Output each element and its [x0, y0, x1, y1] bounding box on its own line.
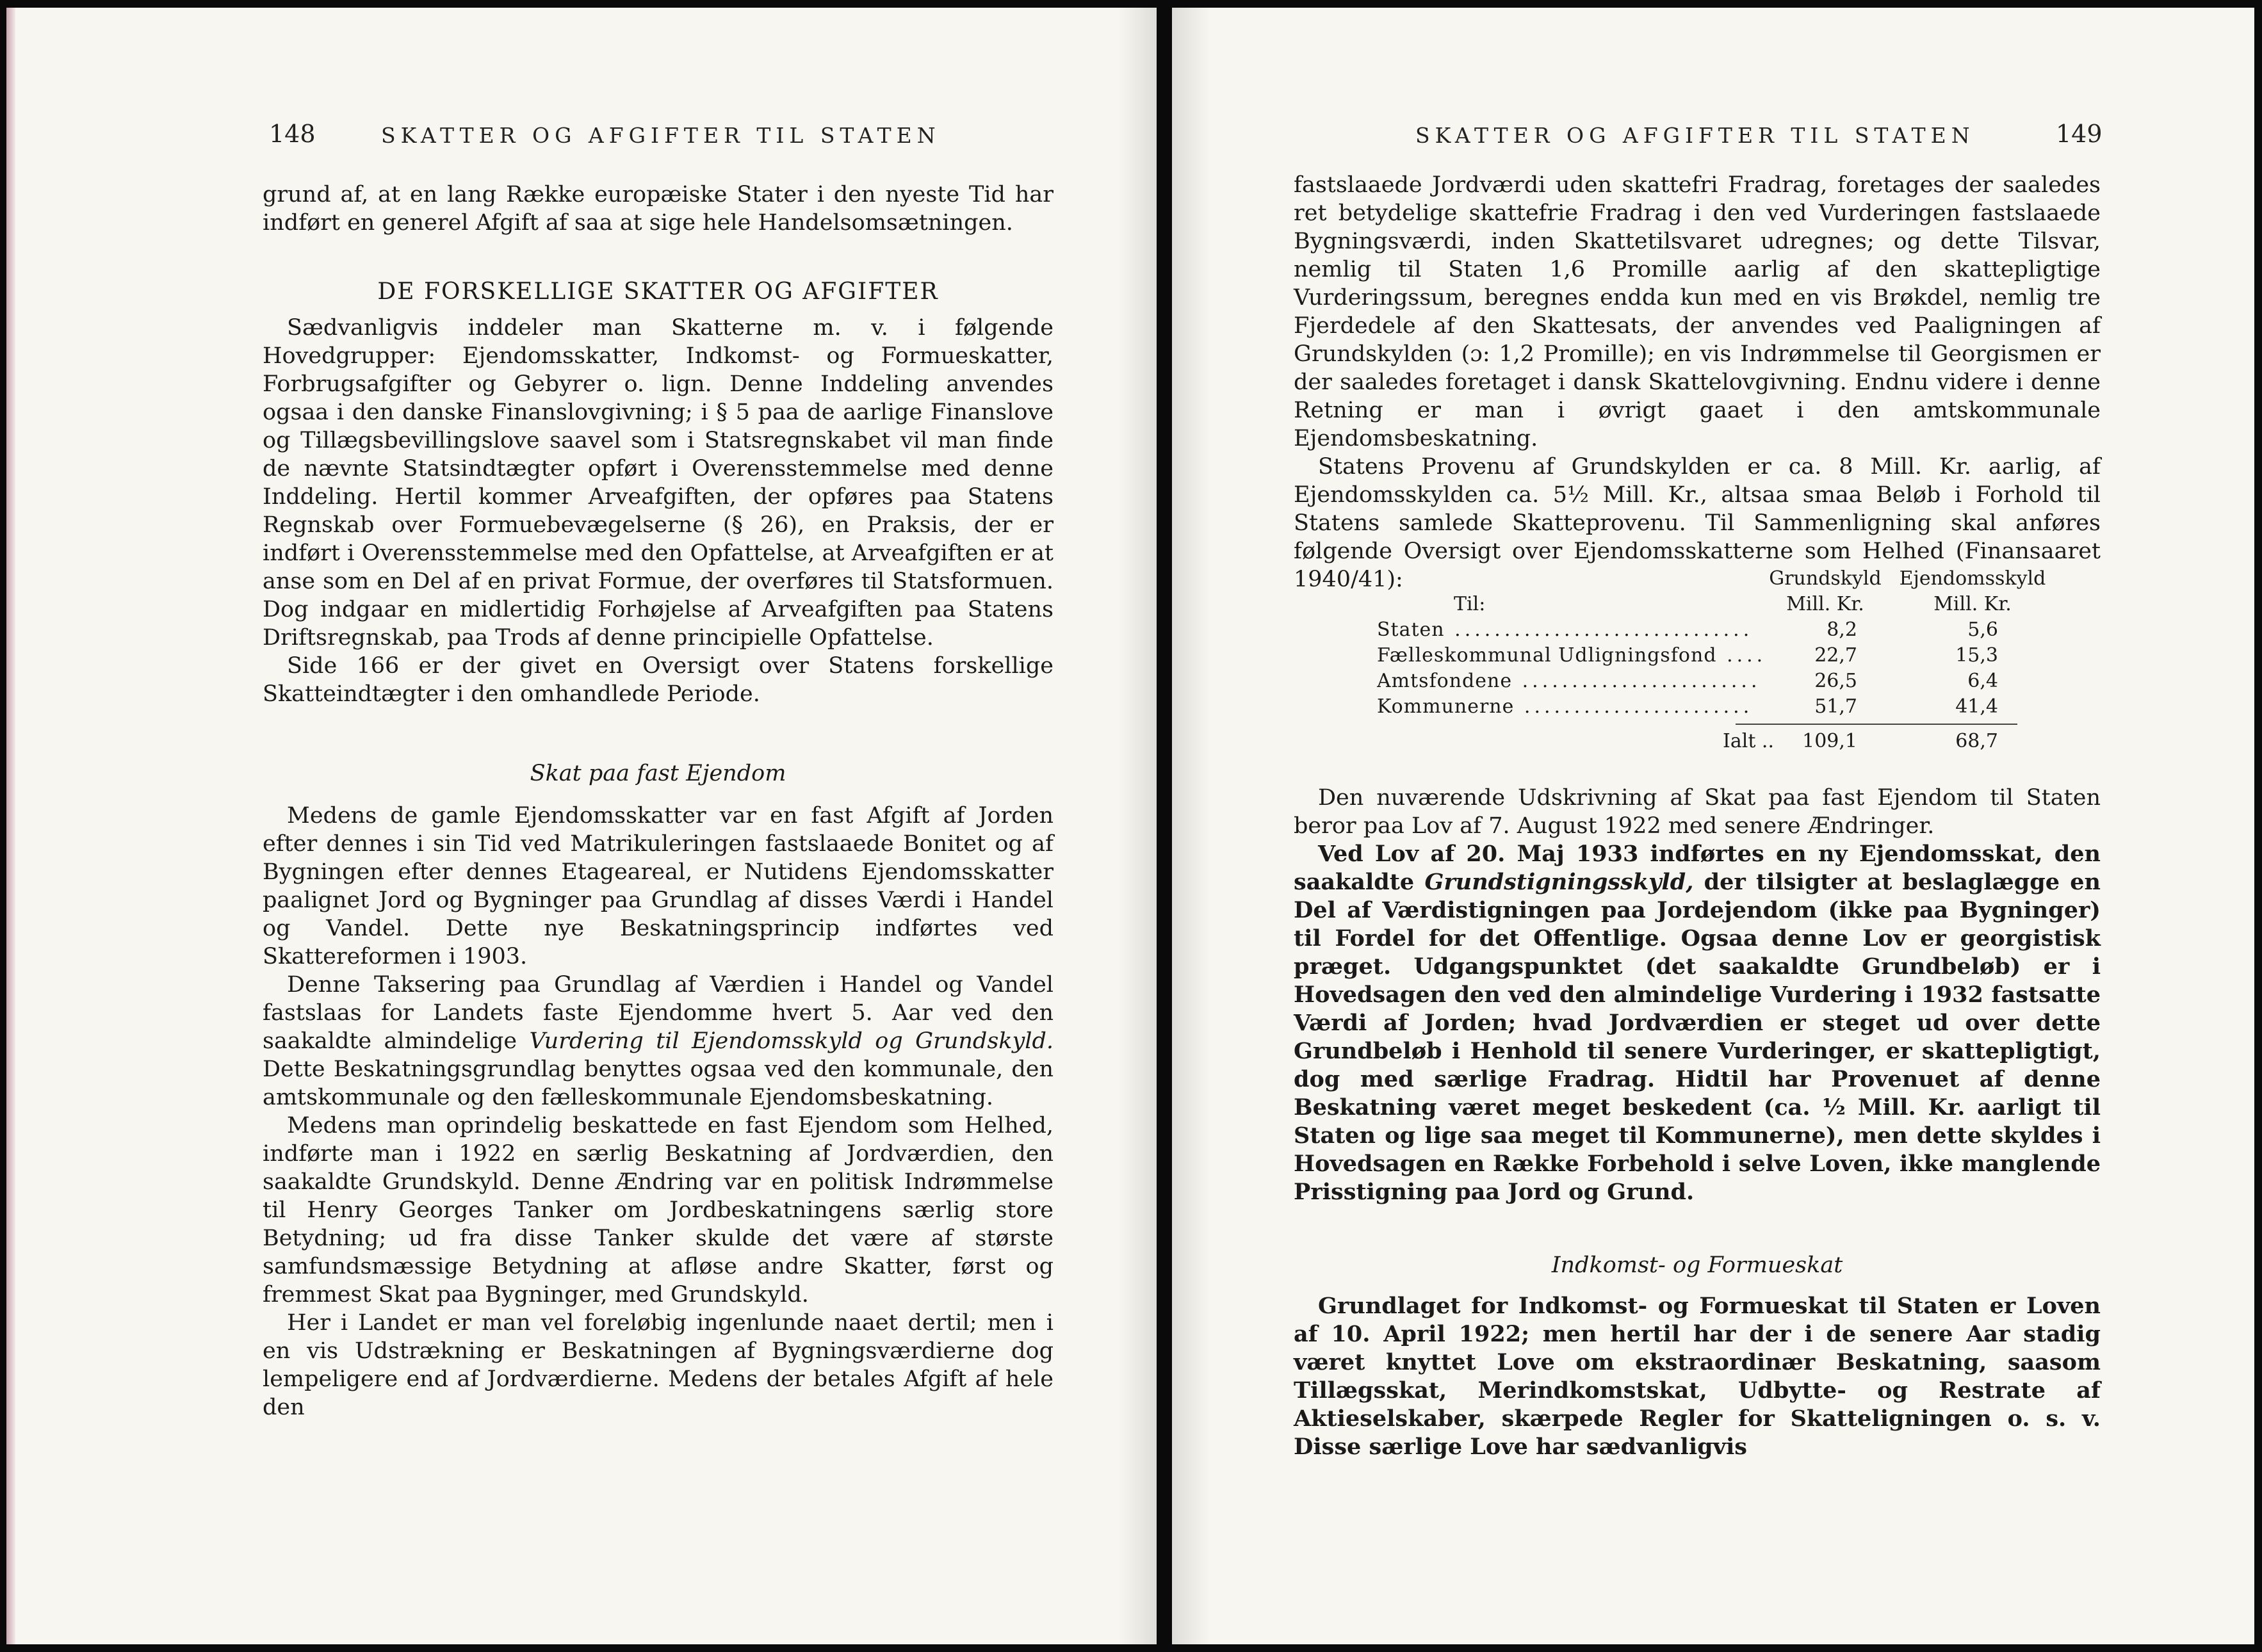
table-sum-rule [1736, 724, 2017, 725]
paragraph: Sædvanligvis inddeler man Skatterne m. v. i følgende Hovedgrupper: Ejendomsskatter, Indkomst- og Formueskatter, Forbrugsafgifter og Gebyrer o. lign. Denne Inddeling anvendes ogsaa i den danske Finanslovgivning; i § 5 paa de aarlige Finanslove og Tillægsbevillingslove saavel som i Statsregnskabet vil man finde de nævnte Statsindtægter opført i Overensstemmelse med denne Inddeling. Hertil kommer Arveafgiften, der opføres paa Statens Regnskab over Formuebevægelserne (§ 26), en Praksis, der er indført i Overensstemmelse med den Opfattelse, at Arveafgiften er at anse som en Del af en privat Formue, der overføres til Statsformuen. Dog indgaar en midlertidig Forhøjelse af Arveafgiften paa Statens Driftsregnskab, paa Trods af denne principielle Opfattelse. [263, 315, 1054, 651]
right-text-block-top [1294, 171, 2101, 594]
table-total-row [1377, 729, 2017, 754]
cell-ejendomsskyld: 6,4 [1967, 670, 1998, 692]
page-number-left: 148 [269, 120, 316, 148]
table-col2-unit: Mill. Kr. [1933, 593, 2012, 615]
italic-term: Grundstigningsskyld, [1424, 869, 1694, 895]
cell-grundskyld: 8,2 [1827, 619, 1857, 641]
running-head-right: SKATTER OG AFGIFTER TIL STATEN [1415, 123, 1975, 148]
paragraph [1294, 840, 2101, 1206]
cell-ejendomsskyld: 15,3 [1955, 644, 1998, 667]
left-page [6, 8, 1157, 1644]
paragraph: grund af, at en lang Række europæiske Stater i den nyeste Tid har indført en generel Afgift af saa at sige hele Handelsomsætningen. [263, 182, 1054, 236]
section-heading: DE FORSKELLIGE SKATTER OG AFGIFTER [377, 279, 939, 305]
paragraph: fastslaaede Jordværdi uden skattefri Fradrag, foretages der saaledes ret betydelige skattefrie Fradrag i den ved Vurderingen fastslaaede Bygningsværdi, inden Skattetilsvaret udregnes; og dette Tilsvar, nemlig til Staten 1,6 Promille aarlig af den skattepligtige Vurderingssum, beregnes endda kun med en vis Brøkdel, nemlig tre Fjerdedele af den Skattesats, der anvendes ved Paaligningen af Grundskylden (ɔ: 1,2 Promille); en vis Indrømmelse til Georgismen er der saaledes foretaget i dansk Skattelovgivning. Endnu videre i denne Retning er man i øvrigt gaaet i den amtskommunale Ejendomsbeskatning. [1294, 172, 2101, 451]
subheading-ejendom: Skat paa fast Ejendom [530, 761, 786, 786]
cell-ejendomsskyld: 41,4 [1955, 695, 1998, 718]
row-label [1377, 694, 1780, 720]
paragraph: Side 166 er der givet en Oversigt over Statens forskellige Skatteindtægter i den omhandlede Periode. [263, 653, 1054, 707]
table-col2-title: Ejendomsskyld [1899, 567, 2046, 590]
left-text-block [263, 181, 1054, 1421]
subheading-indkomst: Indkomst- og Formueskat [1551, 1252, 1843, 1278]
right-text-block-bottom [1294, 784, 2101, 1461]
leader-dots: .............................. [1444, 619, 1753, 641]
leader-dots: .... [1716, 644, 1767, 667]
row-label-text: Staten [1377, 619, 1445, 641]
total-grundskyld: 109,1 [1802, 730, 1857, 752]
cell-grundskyld: 26,5 [1814, 670, 1857, 692]
paragraph: Den nuværende Udskrivning af Skat paa fast Ejendom til Staten beror paa Lov af 7. August 1922 med senere Ændringer. [1294, 785, 2101, 839]
table-row [1377, 694, 2017, 720]
table-col1-title: Grundskyld [1769, 567, 1882, 590]
italic-term: Vurdering til Ejendomsskyld og Grundskyld. [529, 1028, 1054, 1054]
paragraph: Statens Provenu af Grundskylden er ca. 8 Mill. Kr. aarlig, af Ejendomsskylden ca. 5½ Mill. Kr., altsaa smaa Beløb i Forhold til Statens samlede Skatteprovenu. Til Sammenligning skal anføres følgende Oversigt over Ejendomsskatterne som Helhed (Finansaaret 1940/41): [1294, 454, 2101, 592]
text-run: Dette Beskatningsgrundlag benyttes ogsaa ved den kommunale, den amtskommunale og den fælleskommunale Ejendomsbeskatning. [263, 1057, 1054, 1110]
row-label [1377, 617, 1780, 643]
binding-shadow [1172, 8, 1210, 1644]
cell-grundskyld: 51,7 [1814, 695, 1857, 718]
ejendomsskat-table [1377, 566, 2046, 754]
table-rule-wrap [1377, 720, 2017, 729]
cell-ejendomsskyld: 5,6 [1967, 619, 1998, 641]
page-number-right: 149 [2056, 120, 2103, 148]
paragraph: Her i Landet er man vel foreløbig ingenlunde naaet dertil; men i en vis Udstrækning er Beskatningen af Bygningsværdierne dog lempeligere end af Jordværdierne. Medens der betales Afgift af hele den [263, 1310, 1054, 1420]
table-col1-unit: Mill. Kr. [1786, 593, 1864, 615]
row-label [1377, 668, 1780, 694]
paragraph: Grundlaget for Indkomst- og Formueskat til Staten er Loven af 10. April 1922; men hertil har der i de senere Aar stadig været knyttet Love om ekstraordinær Beskatning, saasom Tillægsskat, Merindkomstskat, Udbytte- og Restrate af Aktieselskaber, skærpede Regler for Skatteligningen o. s. v. Disse særlige Love har sædvanligvis [1294, 1293, 2101, 1460]
row-label-text: Fælleskommunal Udligningsfond [1377, 644, 1717, 667]
right-page [1172, 8, 2254, 1644]
text-run: Denne Taksering paa Grundlag af Værdien i Handel og Vandel fastslaas for Landets faste Ejendomme hvert 5. Aar ved den saakaldte almindelige [263, 972, 1054, 1054]
cell-grundskyld: 22,7 [1814, 644, 1857, 667]
table-row [1377, 643, 2017, 668]
paragraph: Medens man oprindelig beskattede en fast Ejendom som Helhed, indførte man i 1922 en særlig Beskatning af Jordværdien, den saakaldte Grundskyld. Denne Ændring var en politisk Indrømmelse til Henry Georges Tanker om Jordbeskatningens særlig store Betydning; ud fra disse Tanker skulde det være af største samfundsmæssige Betydning at afløse andre Skatter, først og fremmest Skat paa Bygninger, med Grundskyld. [263, 1113, 1054, 1308]
row-label-text: Kommunerne [1377, 695, 1515, 718]
running-head-left: SKATTER OG AFGIFTER TIL STATEN [381, 123, 941, 148]
total-label: Ialt .. [1723, 730, 1774, 752]
binding-shadow [1118, 8, 1157, 1644]
page-edge [6, 8, 15, 1644]
table-row [1377, 617, 2017, 643]
table-row [1377, 668, 2017, 694]
row-label-text: Amtsfondene [1377, 670, 1513, 692]
total-ejendomsskyld: 68,7 [1955, 730, 1998, 752]
leader-dots: ........................ [1512, 670, 1761, 692]
text-run: Ved Lov af 20. Maj 1933 indførtes en ny Ejendomsskat, den saakaldte [1294, 841, 2101, 895]
leader-dots: ....................... [1514, 695, 1753, 718]
table-header [1377, 566, 2046, 617]
paragraph [263, 971, 1054, 1112]
table-col-label: Til: [1454, 593, 1486, 615]
text-run: der tilsigter at beslaglægge en Del af Værdistigningen paa Jordejendom (ikke paa Bygninger) til Fordel for det Offentlige. Ogsaa denne Lov er georgistisk præget. Udgangspunktet (det saakaldte Grundbeløb) er i Hovedsagen den ved den almindelige Vurdering i 1932 fastsatte Værdi af Jorden; hvad Jordværdien er steget ud over dette Grundbeløb i Henhold til senere Vurderinger, er skattepligtigt, dog med særlige Fradrag. Hidtil har Provenuet af denne Beskatning været meget beskedent (ca. ½ Mill. Kr. aarligt til Staten og lige saa meget til Kommunerne), men dette skyldes i Hovedsagen en Række Forbehold i selve Loven, ikke manglende Prisstigning paa Jord og Grund. [1294, 869, 2101, 1205]
row-label [1377, 643, 1780, 668]
paragraph: Medens de gamle Ejendomsskatter var en fast Afgift af Jorden efter dennes i sin Tid ved Matrikuleringen fastslaaede Bonitet og af Bygningen efter dennes Etageareal, er Nutidens Ejendomsskatter paalignet Jord og Bygninger paa Grundlag af disses Værdi i Handel og Vandel. Dette nye Beskatningsprincip indførtes ved Skattereformen i 1903. [263, 803, 1054, 969]
